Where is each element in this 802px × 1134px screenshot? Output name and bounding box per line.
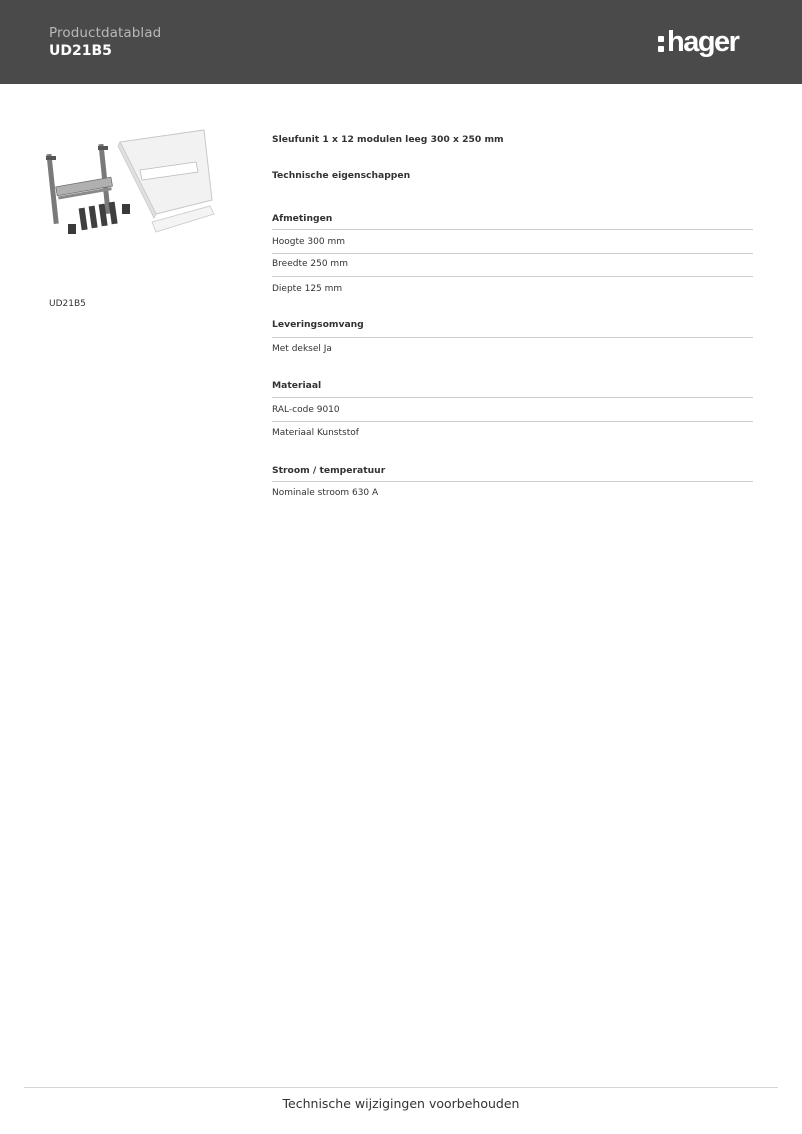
property-ral-code: RAL-code 9010 [272, 405, 340, 415]
section-heading-current-temperature: Stroom / temperatuur [272, 465, 386, 476]
footer-note: Technische wijzigingen voorbehouden [282, 1096, 520, 1111]
property-depth: Diepte 125 mm [272, 284, 343, 294]
product-title: Sleufunit 1 x 12 modulen leeg 300 x 250 mm [272, 134, 504, 145]
divider [272, 421, 753, 422]
document-type: Productdatablad [49, 25, 162, 41]
divider [272, 481, 753, 482]
footer-divider [24, 1087, 778, 1088]
divider [272, 337, 753, 338]
hager-logo [658, 22, 738, 62]
logo-text: hager [667, 25, 739, 58]
section-heading-delivery-scope: Leveringsomvang [272, 319, 364, 330]
property-height: Hoogte 300 mm [272, 237, 345, 247]
product-code-heading: UD21B5 [49, 43, 112, 59]
property-with-cover: Met deksel Ja [272, 344, 332, 354]
divider [272, 276, 753, 277]
section-heading-material: Materiaal [272, 380, 322, 391]
header-bar [0, 0, 802, 84]
image-caption: UD21B5 [49, 299, 86, 309]
divider [272, 229, 753, 230]
divider [272, 253, 753, 254]
divider [272, 397, 753, 398]
property-material: Materiaal Kunststof [272, 428, 359, 438]
product-image [44, 128, 216, 242]
technical-properties-heading: Technische eigenschappen [272, 170, 411, 181]
property-rated-current: Nominale stroom 630 A [272, 488, 379, 498]
section-heading-dimensions: Afmetingen [272, 213, 333, 224]
property-width: Breedte 250 mm [272, 259, 348, 269]
logo-colon-icon [658, 36, 664, 52]
